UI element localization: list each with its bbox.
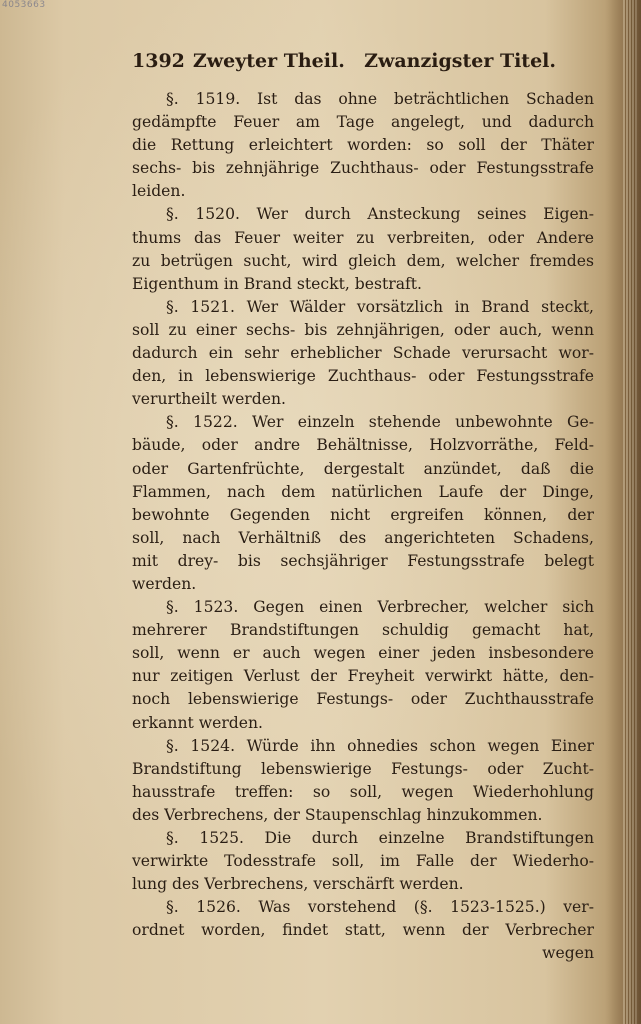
text-line: verurtheilt werden. bbox=[132, 390, 286, 409]
text-line: §. 1522. Wer einzeln stehende unbewohnte Ge- bbox=[166, 413, 594, 432]
text-line: soll zu einer sechs- bis zehnjährigen, oder auch, wenn bbox=[132, 320, 594, 339]
text-line: mehrerer Brandstiftungen schuldig gemacht hat, bbox=[132, 621, 594, 640]
text-line: gedämpfte Feuer am Tage angelegt, und dadurch bbox=[132, 113, 594, 132]
text-line: lung des Verbrechens, verschärft werden. bbox=[132, 875, 464, 894]
text-line: noch lebenswierige Festungs- oder Zuchthausstrafe bbox=[132, 690, 594, 709]
text-line: des Verbrechens, der Staupenschlag hinzukommen. bbox=[132, 805, 543, 824]
text-line: bäude, oder andre Behältnisse, Holzvorräthe, Feld- bbox=[132, 436, 594, 455]
text-line: Brandstiftung lebenswierige Festungs- oder Zucht- bbox=[132, 759, 594, 778]
text-line: §. 1524. Würde ihn ohnedies schon wegen Einer bbox=[166, 736, 594, 755]
text-line: werden. bbox=[132, 574, 197, 593]
page-number: 1392 bbox=[132, 50, 185, 72]
text-line: §. 1520. Wer durch Ansteckung seines Eigen- bbox=[166, 205, 594, 224]
text-line: erkannt werden. bbox=[132, 713, 263, 732]
text-line: dadurch ein sehr erheblicher Schade verursacht wor- bbox=[132, 344, 594, 363]
text-line: soll, wenn er auch wegen einer jeden insbesondere bbox=[132, 644, 594, 663]
catchword: wegen bbox=[542, 944, 594, 963]
text-line: zu betrügen sucht, wird gleich dem, welcher fremdes bbox=[132, 251, 594, 270]
text-line: leiden. bbox=[132, 182, 186, 201]
text-line: Flammen, nach dem natürlichen Laufe der Dinge, bbox=[132, 482, 594, 501]
text-line: verwirkte Todesstrafe soll, im Falle der Wiederho- bbox=[132, 852, 594, 871]
text-line: ordnet worden, findet statt, wenn der Verbrecher bbox=[132, 921, 594, 940]
text-line: §. 1523. Gegen einen Verbrecher, welcher sich bbox=[166, 598, 594, 617]
library-stamp: 4053663 bbox=[2, 0, 46, 10]
text-line: Eigenthum in Brand steckt, bestraft. bbox=[132, 274, 422, 293]
text-line: oder Gartenfrüchte, dergestalt anzündet, daß die bbox=[132, 459, 594, 478]
text-line: bewohnte Gegenden nicht ergreifen können, der bbox=[132, 505, 594, 524]
text-line: nur zeitigen Verlust der Freyheit verwirkt hätte, den- bbox=[132, 667, 594, 686]
text-line: soll, nach Verhältniß des angerichteten Schadens, bbox=[132, 528, 594, 547]
gutter-shadow bbox=[605, 0, 641, 1024]
text-line: §. 1521. Wer Wälder vorsätzlich in Brand steckt, bbox=[166, 297, 594, 316]
text-line: thums das Feuer weiter zu verbreiten, oder Andere bbox=[132, 228, 594, 247]
text-line: die Rettung erleichtert worden: so soll der Thäter bbox=[132, 136, 594, 155]
text-line: hausstrafe treffen: so soll, wegen Wiederhohlung bbox=[132, 782, 594, 801]
title-heading: Zwanzigster Titel. bbox=[364, 50, 556, 72]
part-heading: Zweyter Theil. bbox=[192, 50, 345, 72]
text-line: den, in lebenswierige Zuchthaus- oder Festungsstrafe bbox=[132, 367, 594, 386]
text-line: §. 1526. Was vorstehend (§. 1523-1525.) ver- bbox=[166, 898, 594, 917]
running-head bbox=[132, 50, 556, 72]
text-line: §. 1519. Ist das ohne beträchtlichen Schaden bbox=[166, 90, 594, 108]
text-line: mit drey- bis sechsjähriger Festungsstrafe belegt bbox=[132, 551, 594, 570]
text-line: sechs- bis zehnjährige Zuchthaus- oder Festungsstrafe bbox=[132, 159, 594, 178]
text-line: §. 1525. Die durch einzelne Brandstiftungen bbox=[166, 829, 594, 847]
body-text bbox=[132, 88, 594, 966]
